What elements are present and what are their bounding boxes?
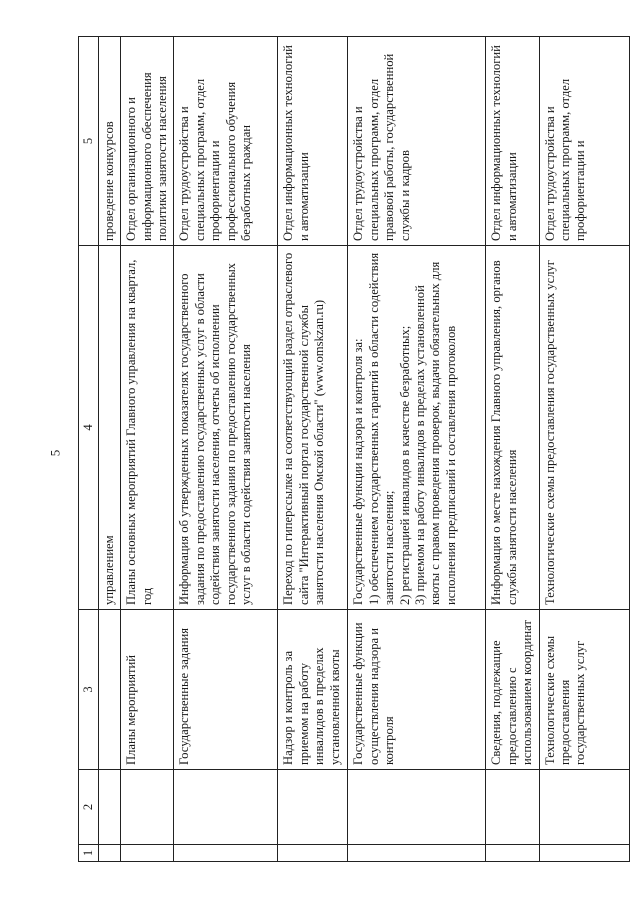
cell: Технологические схемы предоставления государственных услуг [539, 610, 629, 770]
page-number: 5 [47, 449, 63, 457]
rotated-page-area [78, 37, 628, 862]
cell: Государственные задания [174, 610, 278, 770]
column-header-4: 4 [79, 246, 99, 610]
table-header-row [79, 37, 99, 862]
cell: Переход по гиперссылке на соответствующий раздел отраслевого сайта "Интерактивный портал государственной службы занятости населения Омской области" (www.omskzan.ru) [278, 246, 348, 610]
cell [348, 770, 486, 845]
document-table [78, 36, 630, 862]
cell: Надзор и контроль за приемом на работу инвалидов в пределах установленной квоты [278, 610, 348, 770]
cell [121, 845, 174, 862]
table-row [486, 37, 539, 862]
cell [99, 610, 121, 770]
table-row [121, 37, 174, 862]
cell [348, 845, 486, 862]
cell: Государственные функции осуществления надзора и контроля [348, 610, 486, 770]
cell [539, 770, 629, 845]
cell [121, 770, 174, 845]
table-row [278, 37, 348, 862]
cell: Отдел трудоустройства и специальных программ, отдел профориентации и профессионального обучения безработных граждан [174, 37, 278, 246]
cell [539, 845, 629, 862]
column-header-2: 2 [79, 770, 99, 845]
cell [486, 845, 539, 862]
cell: Отдел трудоустройства и специальных программ, отдел правовой работы, государственной службы и кадров [348, 37, 486, 246]
cell: Технологические схемы предоставления государственных услуг [539, 246, 629, 610]
cell: Отдел трудоустройства и специальных программ, отдел профориентации и [539, 37, 629, 246]
column-header-3: 3 [79, 610, 99, 770]
cell: Информация об утвержденных показателях государственного задания по предоставлению государственных услуг в области содействия занятости населения, отчеты об исполнении государственного задания по предоставлению государственных услуг в области содействия занятости населения [174, 246, 278, 610]
table-row [174, 37, 278, 862]
cell [174, 845, 278, 862]
cell [278, 770, 348, 845]
cell: Информация о месте нахождения Главного управления, органов службы занятости населения [486, 246, 539, 610]
column-header-5: 5 [79, 37, 99, 246]
table-row [348, 37, 486, 862]
cell: управлением [99, 246, 121, 610]
cell [486, 770, 539, 845]
cell: Отдел организационного и информационного обеспечения политики занятости населения [121, 37, 174, 246]
cell: Планы основных мероприятий Главного управления на квартал, год [121, 246, 174, 610]
cell [278, 845, 348, 862]
cell: Отдел информационных технологий и автоматизации [278, 37, 348, 246]
cell: Сведения, подлежащие предоставлению с использованием координат [486, 610, 539, 770]
cell [99, 845, 121, 862]
cell: Планы мероприятий [121, 610, 174, 770]
table-row [539, 37, 629, 862]
cell [99, 770, 121, 845]
column-header-1: 1 [79, 845, 99, 862]
table-row [99, 37, 121, 862]
cell: Отдел информационных технологий и автоматизации [486, 37, 539, 246]
cell: Государственные функции надзора и контроля за: 1) обеспечением государственных гарантий в области содействия занятости населения; 2) регистрацией инвалидов в качестве безработных; 3) приемом на работу инвалидов в пределах установленной квоты с правом проведения проверок, выдачи обязательных для исполнения предписаний и составления протоколов [348, 246, 486, 610]
cell [174, 770, 278, 845]
cell: проведение конкурсов [99, 37, 121, 246]
